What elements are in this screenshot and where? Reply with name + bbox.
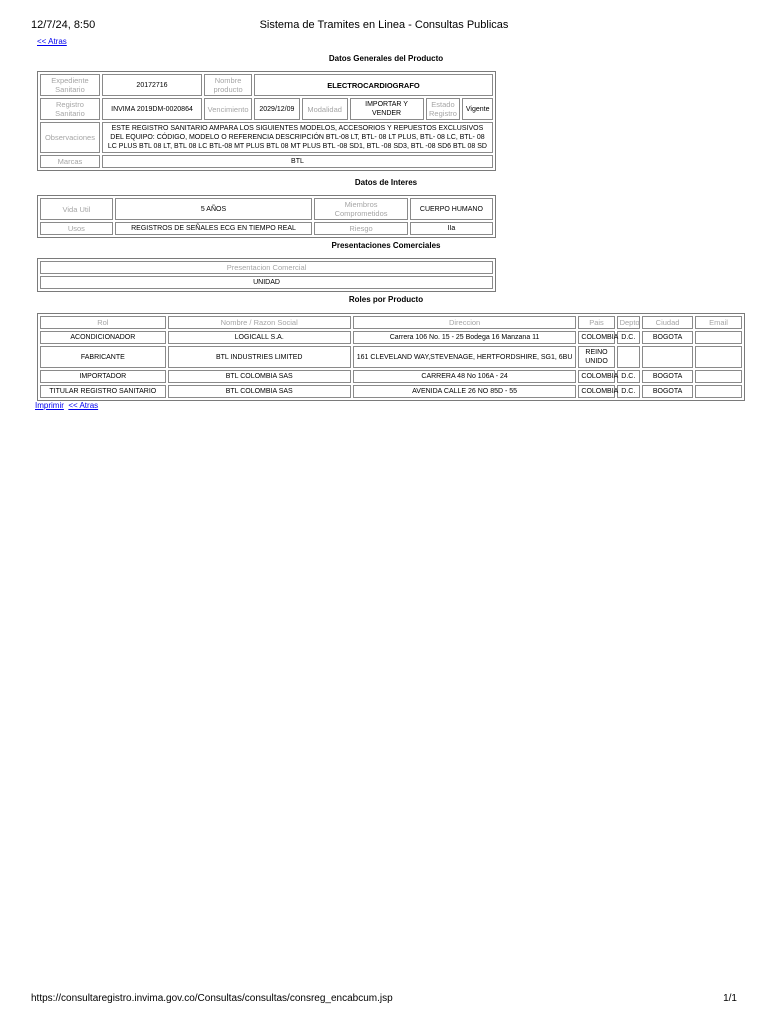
modalidad-label: Modalidad bbox=[302, 98, 348, 120]
presentacion-row: UNIDAD bbox=[40, 276, 493, 289]
rol-cell: IMPORTADOR bbox=[40, 370, 166, 383]
roles-header-email: Email bbox=[695, 316, 742, 329]
usos-label: Usos bbox=[40, 222, 113, 235]
marcas-value: BTL bbox=[102, 155, 493, 168]
print-footer-url: https://consultaregistro.invima.gov.co/Consultas/consultas/consreg_encabcum.jsp bbox=[31, 993, 393, 1004]
section-title-presentaciones: Presentaciones Comerciales bbox=[331, 241, 441, 250]
rol-cell: TITULAR REGISTRO SANITARIO bbox=[40, 385, 166, 398]
roles-header-nombre: Nombre / Razon Social bbox=[168, 316, 351, 329]
table-row bbox=[40, 370, 742, 383]
pais-cell: REINO UNIDO bbox=[578, 346, 614, 368]
email-cell bbox=[695, 346, 742, 368]
pais-cell: COLOMBIA bbox=[578, 385, 614, 398]
presentaciones-table bbox=[37, 258, 496, 292]
riesgo-label: Riesgo bbox=[314, 222, 408, 235]
table-row bbox=[40, 331, 742, 344]
bottom-links bbox=[35, 395, 98, 413]
observaciones-value: ESTE REGISTRO SANITARIO AMPARA LOS SIGUIENTES MODELOS, ACCESORIOS Y REPUESTOS EXCLUSIVOS DEL EQUIPO: CÓDIGO, MODELO O REFERENCIA DESCRIPCIÓN BTL-08 LT, BTL- 08 LT PLUS, BTL- 08 LC, BTL- 08 LC PLUS BTL 08 LT, BTL 08 LC BTL-08 MT PLUS BTL 08 MT PLUS BTL -08 SD1, BTL -08 SD3, BTL -08 SD6 BTL 08 SD bbox=[102, 122, 493, 153]
modalidad-value: IMPORTAR Y VENDER bbox=[350, 98, 424, 120]
ciudad-cell: BOGOTA bbox=[642, 331, 693, 344]
rol-cell: FABRICANTE bbox=[40, 346, 166, 368]
section-title-datos-generales: Datos Generales del Producto bbox=[328, 54, 444, 63]
ciudad-cell: BOGOTA bbox=[642, 385, 693, 398]
presentacion-header: Presentacion Comercial bbox=[40, 261, 493, 274]
roles-header-rol: Rol bbox=[40, 316, 166, 329]
ciudad-cell bbox=[642, 346, 693, 368]
expediente-label: Expediente Sanitario bbox=[40, 74, 100, 96]
back-link-top[interactable]: << Atras bbox=[37, 37, 67, 46]
registro-sanitario-label: Registro Sanitario bbox=[40, 98, 100, 120]
rol-cell: ACONDICIONADOR bbox=[40, 331, 166, 344]
vencimiento-value: 2029/12/09 bbox=[254, 98, 300, 120]
roles-table bbox=[37, 313, 745, 401]
direccion-cell: Carrera 106 No. 15 - 25 Bodega 16 Manzana 11 bbox=[353, 331, 577, 344]
miembros-comprometidos-label: Miembros Comprometidos bbox=[314, 198, 408, 220]
pais-cell: COLOMBIA bbox=[578, 370, 614, 383]
riesgo-value: IIa bbox=[410, 222, 493, 235]
marcas-label: Marcas bbox=[40, 155, 100, 168]
print-page-title: Sistema de Tramites en Linea - Consultas Publicas bbox=[259, 19, 509, 31]
nombre-cell: LOGICALL S.A. bbox=[168, 331, 351, 344]
estado-registro-value: Vigente bbox=[462, 98, 493, 120]
email-cell bbox=[695, 370, 742, 383]
nombre-cell: BTL INDUSTRIES LIMITED bbox=[168, 346, 351, 368]
nombre-producto-label: Nombre producto bbox=[204, 74, 252, 96]
email-cell bbox=[695, 331, 742, 344]
direccion-cell: 161 CLEVELAND WAY,STEVENAGE, HERTFORDSHIRE, SG1, 6BU bbox=[353, 346, 577, 368]
table-row bbox=[40, 346, 742, 368]
roles-header-depto: Depto bbox=[617, 316, 640, 329]
observaciones-label: Observaciones bbox=[40, 122, 100, 153]
nombre-cell: BTL COLOMBIA SAS bbox=[168, 370, 351, 383]
estado-registro-label: Estado Registro bbox=[426, 98, 461, 120]
direccion-cell: AVENIDA CALLE 26 NO 85D - 55 bbox=[353, 385, 577, 398]
depto-cell: D.C. bbox=[617, 331, 640, 344]
roles-header-ciudad: Ciudad bbox=[642, 316, 693, 329]
back-link-bottom[interactable]: << Atras bbox=[68, 401, 99, 410]
nombre-producto-value: ELECTROCARDIOGRAFO bbox=[254, 74, 493, 96]
print-link[interactable]: Imprimir bbox=[35, 401, 64, 410]
roles-header-direccion: Direccion bbox=[353, 316, 577, 329]
vida-util-value: 5 AÑOS bbox=[115, 198, 313, 220]
direccion-cell: CARRERA 48 No 106A - 24 bbox=[353, 370, 577, 383]
vencimiento-label: Vencimiento bbox=[204, 98, 252, 120]
depto-cell: D.C. bbox=[617, 370, 640, 383]
print-datetime: 12/7/24, 8:50 bbox=[31, 19, 96, 31]
section-title-datos-interes: Datos de Interes bbox=[354, 178, 418, 187]
pais-cell: COLOMBIA bbox=[578, 331, 614, 344]
miembros-comprometidos-value: CUERPO HUMANO bbox=[410, 198, 493, 220]
email-cell bbox=[695, 385, 742, 398]
roles-header-pais: Pais bbox=[578, 316, 614, 329]
ciudad-cell: BOGOTA bbox=[642, 370, 693, 383]
depto-cell: D.C. bbox=[617, 385, 640, 398]
vida-util-label: Vida Util bbox=[40, 198, 113, 220]
table-row bbox=[40, 385, 742, 398]
section-title-roles: Roles por Producto bbox=[348, 295, 424, 304]
expediente-value: 20172716 bbox=[102, 74, 202, 96]
datos-interes-table bbox=[37, 195, 496, 238]
datos-generales-table bbox=[37, 71, 496, 171]
print-page-number: 1/1 bbox=[723, 993, 737, 1004]
usos-value: REGISTROS DE SEÑALES ECG EN TIEMPO REAL bbox=[115, 222, 313, 235]
depto-cell bbox=[617, 346, 640, 368]
registro-sanitario-value: INVIMA 2019DM-0020864 bbox=[102, 98, 202, 120]
nombre-cell: BTL COLOMBIA SAS bbox=[168, 385, 351, 398]
